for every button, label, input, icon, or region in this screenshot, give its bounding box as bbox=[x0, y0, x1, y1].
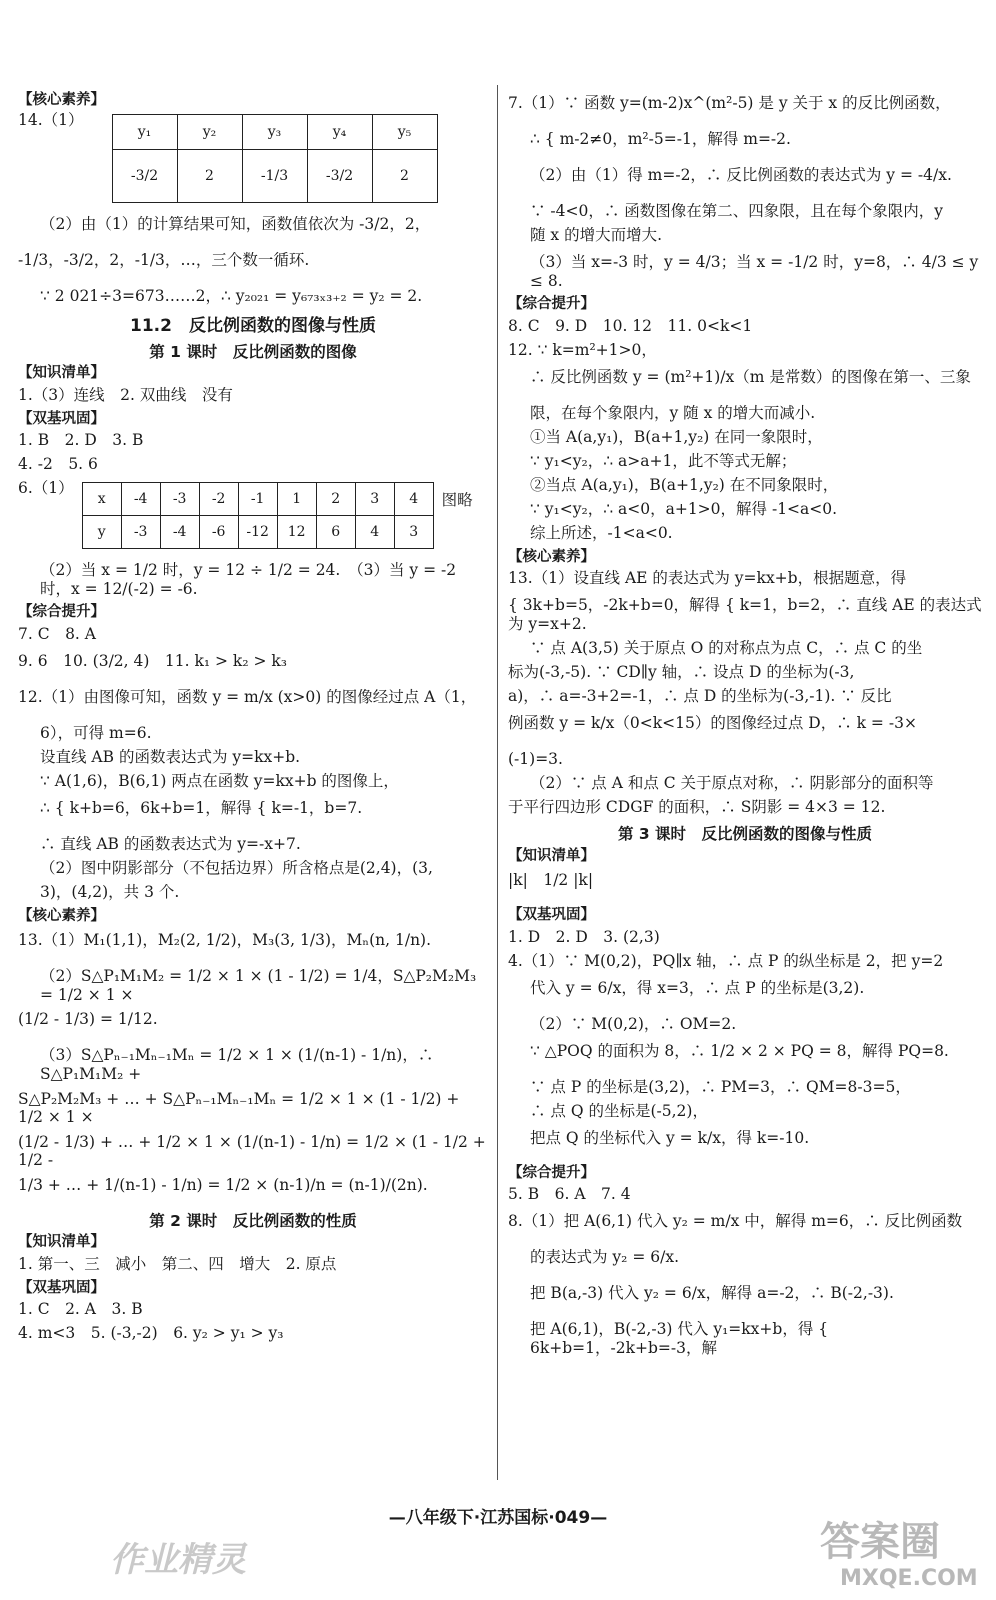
left-column bbox=[18, 88, 491, 1348]
section-label: 【核心素养】 bbox=[18, 907, 105, 924]
answer-line: 限，在每个象限内，y 随 x 的增大而减小. bbox=[530, 403, 816, 422]
answer-line: 4.（1）∵ M(0,2)，PQ∥x 轴，∴ 点 P 的纵坐标是 2，把 y=2 bbox=[508, 951, 944, 970]
value-table-14 bbox=[112, 114, 438, 203]
answer-line: 把 B(a,-3) 代入 y₂ = 6/x，解得 a=-2，∴ B(-2,-3). bbox=[530, 1283, 894, 1302]
answer-line: 标为(-3,-5). ∵ CD∥y 轴，∴ 设点 D 的坐标为(-3, bbox=[508, 663, 855, 682]
table-cell: y₅ bbox=[372, 115, 437, 150]
table-cell: -1/3 bbox=[242, 150, 307, 203]
q14-row bbox=[18, 111, 488, 209]
answer-line: ①当 A(a,y₁)，B(a+1,y₂) 在同一象限时， bbox=[530, 427, 823, 446]
answer-line: 9. 6 10. (3/2, 4) 11. k₁ > k₂ > k₃ bbox=[18, 651, 287, 670]
section-label: 【知识清单】 bbox=[508, 847, 595, 864]
table-cell: 1 bbox=[277, 483, 316, 516]
q6-row bbox=[18, 479, 488, 555]
answer-line: （2）当 x = 1/2 时，y = 12 ÷ 1/2 = 24. （3）当 y = -2 时，x = 12/(-2) = -6. bbox=[40, 561, 462, 598]
answer-line: 综上所述，-1<a<0. bbox=[530, 523, 673, 542]
answer-line: 的表达式为 y₂ = 6/x. bbox=[530, 1247, 679, 1266]
answer-line: S△P₂M₂M₃ + … + S△Pₙ₋₁Mₙ₋₁Mₙ = 1/2 × 1 × (1 - 1/2) + 1/2 × 1 × bbox=[18, 1089, 465, 1127]
table-cell: -2 bbox=[199, 483, 238, 516]
right-column bbox=[508, 88, 982, 1363]
answer-line: a)，∴ a=-3+2=-1，∴ 点 D 的坐标为(-3,-1). ∵ 反比 bbox=[508, 687, 892, 706]
answer-line: (-1)=3. bbox=[508, 750, 563, 769]
table-cell: 3 bbox=[355, 483, 394, 516]
table-cell: 4 bbox=[394, 483, 433, 516]
answer-line: ∴ 反比例函数 y = (m²+1)/x（m 是常数）的图像在第一、三象 bbox=[530, 367, 971, 386]
answer-line: 8.（1）把 A(6,1) 代入 y₂ = m/x 中，解得 m=6，∴ 反比例函数 bbox=[508, 1211, 963, 1230]
value-table-6 bbox=[82, 482, 434, 549]
answer-line: 例函数 y = k/x（0<k<15）的图像经过点 D，∴ k = -3× bbox=[508, 714, 917, 733]
table-cell: 2 bbox=[177, 150, 242, 203]
answer-line: 5. B 6. A 7. 4 bbox=[508, 1184, 631, 1203]
watermark-logo: 作业精灵 bbox=[110, 1540, 246, 1580]
answer-line: ∵ 点 P 的坐标是(3,2)，∴ PM=3，∴ QM=8-3=5， bbox=[530, 1077, 911, 1096]
answer-line: |k| 1/2 |k| bbox=[508, 871, 594, 890]
answer-line: （2）∵ M(0,2)，∴ OM=2. bbox=[530, 1014, 737, 1033]
answer-line: 4. m<3 5. (-3,-2) 6. y₂ > y₁ > y₃ bbox=[18, 1324, 284, 1343]
answer-line: ∴ 点 Q 的坐标是(-5,2)， bbox=[530, 1101, 708, 1120]
section-label: 【核心素养】 bbox=[508, 548, 595, 565]
lesson-title: 第 1 课时 反比例函数的图像 bbox=[149, 342, 357, 361]
answer-line: 把点 Q 的坐标代入 y = k/x，得 k=-10. bbox=[530, 1128, 810, 1147]
answer-line: 1. D 2. D 3. (2,3) bbox=[508, 927, 660, 946]
answer-line: (1/2 - 1/3) + … + 1/2 × 1 × (1/(n-1) - 1/n) = 1/2 × (1 - 1/2 + 1/2 - bbox=[18, 1132, 491, 1170]
answer-line: (1/2 - 1/3) = 1/12. bbox=[18, 1010, 158, 1029]
answer-line: （2）由（1）得 m=-2，∴ 反比例函数的表达式为 y = -4/x. bbox=[530, 166, 952, 184]
section-label: 【综合提升】 bbox=[508, 1164, 595, 1181]
table-cell: -12 bbox=[238, 516, 277, 549]
section-label: 【核心素养】 bbox=[18, 92, 105, 108]
table-cell: y bbox=[82, 516, 121, 549]
table-cell: 2 bbox=[316, 483, 355, 516]
table-cell: -6 bbox=[199, 516, 238, 549]
page-footer: —八年级下·江苏国标·049— bbox=[388, 1508, 608, 1528]
answer-line: ∵ y₁<y₂，∴ a>a+1，此不等式无解； bbox=[530, 451, 797, 470]
section-label: 【双基巩固】 bbox=[18, 410, 105, 427]
answer-line: 7.（1）∵ 函数 y=(m-2)x^(m²-5) 是 y 关于 x 的反比例函数， bbox=[508, 94, 951, 112]
answer-line: 13.（1）M₁(1,1)，M₂(2, 1/2)，M₃(3, 1/3)，Mₙ(n, 1/n). bbox=[18, 931, 432, 950]
answer-line: （2）∵ 点 A 和点 C 关于原点对称，∴ 阴影部分的面积等 bbox=[530, 774, 934, 793]
table-cell: -3 bbox=[121, 516, 160, 549]
answer-line: （2）图中阴影部分（不包括边界）所含格点是(2,4)，(3, bbox=[40, 858, 433, 877]
answer-line: 1.（3）连线 2. 双曲线 没有 bbox=[18, 385, 233, 404]
answer-line: ∵ -4<0，∴ 函数图像在第二、四象限，且在每个象限内，y bbox=[530, 202, 944, 220]
answer-line: 于平行四边形 CDGF 的面积，∴ S阴影 = 4×3 = 12. bbox=[508, 798, 886, 817]
lesson-title: 第 3 课时 反比例函数的图像与性质 bbox=[617, 825, 873, 844]
question-label: 14.（1） bbox=[18, 111, 84, 130]
table-cell: -3/2 bbox=[112, 150, 177, 203]
answer-line: ∵ △POQ 的面积为 8，∴ 1/2 × 2 × PQ = 8，解得 PQ=8. bbox=[530, 1041, 949, 1060]
table-cell: -1 bbox=[238, 483, 277, 516]
answer-line: -1/3，-3/2，2，-1/3，…，三个数一循环. bbox=[18, 251, 310, 270]
answer-line: ∵ A(1,6)，B(6,1) 两点在函数 y=kx+b 的图像上， bbox=[40, 771, 399, 790]
answer-line: 把 A(6,1)，B(-2,-3) 代入 y₁=kx+b，得 { 6k+b=1，-2k+b=-3，解 bbox=[530, 1319, 834, 1357]
answer-line: 3)，(4,2)，共 3 个. bbox=[40, 882, 180, 901]
section-label: 【知识清单】 bbox=[18, 365, 105, 382]
section-label: 【双基巩固】 bbox=[508, 907, 595, 924]
answer-line: ∵ 点 A(3,5) 关于原点 O 的对称点为点 C，∴ 点 C 的坐 bbox=[530, 639, 923, 658]
watermark-logo: 答案圈 bbox=[820, 1519, 940, 1565]
table-cell: y₃ bbox=[242, 115, 307, 150]
answer-line: （2）S△P₁M₁M₂ = 1/2 × 1 × (1 - 1/2) = 1/4，S△P₂M₂M₃ = 1/2 × 1 × bbox=[40, 967, 482, 1004]
watermark-url: MXQE.COM bbox=[840, 1566, 978, 1591]
table-cell: 12 bbox=[277, 516, 316, 549]
answer-line: ∴ { m-2≠0，m²-5=-1，解得 m=-2. bbox=[530, 130, 791, 148]
table-cell: y₁ bbox=[112, 115, 177, 150]
answer-line: 设直线 AB 的函数表达式为 y=kx+b. bbox=[40, 747, 301, 766]
answer-line: （3）当 x=-3 时，y = 4/3；当 x = -1/2 时，y=8，∴ 4/3 ≤ y ≤ 8. bbox=[530, 253, 984, 290]
figure-note: 图略 bbox=[441, 491, 473, 510]
section-label: 【双基巩固】 bbox=[18, 1279, 105, 1296]
table-cell: 3 bbox=[394, 516, 433, 549]
table-cell: -3 bbox=[160, 483, 199, 516]
answer-line: 13.（1）设直线 AE 的表达式为 y=kx+b，根据题意，得 bbox=[508, 568, 907, 587]
answer-line: ∴ { k+b=6，6k+b=1，解得 { k=-1，b=7. bbox=[40, 798, 363, 817]
column-divider bbox=[497, 85, 498, 1480]
answer-line: 12.（1）由图像可知，函数 y = m/x (x>0) 的图像经过点 A（1， bbox=[18, 687, 477, 706]
answer-line: 1. B 2. D 3. B bbox=[18, 431, 144, 450]
answer-line: 代入 y = 6/x，得 x=3，∴ 点 P 的坐标是(3,2). bbox=[530, 978, 865, 997]
section-label: 【综合提升】 bbox=[508, 296, 595, 313]
answer-line: 1. 第一、三 减小 第二、四 增大 2. 原点 bbox=[18, 1254, 337, 1273]
answer-line: 1/3 + … + 1/(n-1) - 1/n) = 1/2 × (n-1)/n = (n-1)/(2n). bbox=[18, 1175, 428, 1194]
answer-line: { 3k+b=5，-2k+b=0，解得 { k=1，b=2，∴ 直线 AE 的表达式为 y=x+2. bbox=[508, 595, 982, 633]
answer-line: 12. ∵ k=m²+1>0， bbox=[508, 340, 657, 359]
table-cell: 4 bbox=[355, 516, 394, 549]
table-cell: y₂ bbox=[177, 115, 242, 150]
table-cell: 2 bbox=[372, 150, 437, 203]
answer-line: 4. -2 5. 6 bbox=[18, 455, 98, 474]
answer-line: （2）由（1）的计算结果可知，函数值依次为 -3/2，2， bbox=[40, 215, 431, 234]
answer-line: （3）S△Pₙ₋₁Mₙ₋₁Mₙ = 1/2 × 1 × (1/(n-1) - 1/n)，∴ S△P₁M₁M₂ + bbox=[40, 1046, 439, 1083]
table-cell: 6 bbox=[316, 516, 355, 549]
answer-line: ②当点 A(a,y₁)，B(a+1,y₂) 在不同象限时， bbox=[530, 475, 839, 494]
answer-line: ∵ y₁<y₂，∴ a<0，a+1>0，解得 -1<a<0. bbox=[530, 499, 838, 518]
answer-line: ∴ 直线 AB 的函数表达式为 y=-x+7. bbox=[40, 834, 301, 853]
table-cell: -4 bbox=[160, 516, 199, 549]
table-cell: -4 bbox=[121, 483, 160, 516]
table-cell: -3/2 bbox=[307, 150, 372, 203]
table-cell: x bbox=[82, 483, 121, 516]
table-cell: y₄ bbox=[307, 115, 372, 150]
answer-line: 随 x 的增大而增大. bbox=[530, 226, 663, 244]
question-label: 6.（1） bbox=[18, 479, 74, 498]
answer-line: 6），可得 m=6. bbox=[40, 723, 152, 742]
lesson-title: 第 2 课时 反比例函数的性质 bbox=[149, 1211, 357, 1230]
answer-line: ∵ 2 021÷3=673……2，∴ y₂₀₂₁ = y₆₇₃ₓ₃₊₂ = y₂ = 2. bbox=[40, 287, 423, 306]
section-title: 11.2 反比例函数的图像与性质 bbox=[130, 316, 376, 337]
answer-line: 1. C 2. A 3. B bbox=[18, 1300, 143, 1319]
section-label: 【综合提升】 bbox=[18, 604, 105, 621]
section-label: 【知识清单】 bbox=[18, 1234, 105, 1251]
answer-line: 7. C 8. A bbox=[18, 624, 96, 643]
answer-line: 8. C 9. D 10. 12 11. 0<k<1 bbox=[508, 316, 753, 335]
